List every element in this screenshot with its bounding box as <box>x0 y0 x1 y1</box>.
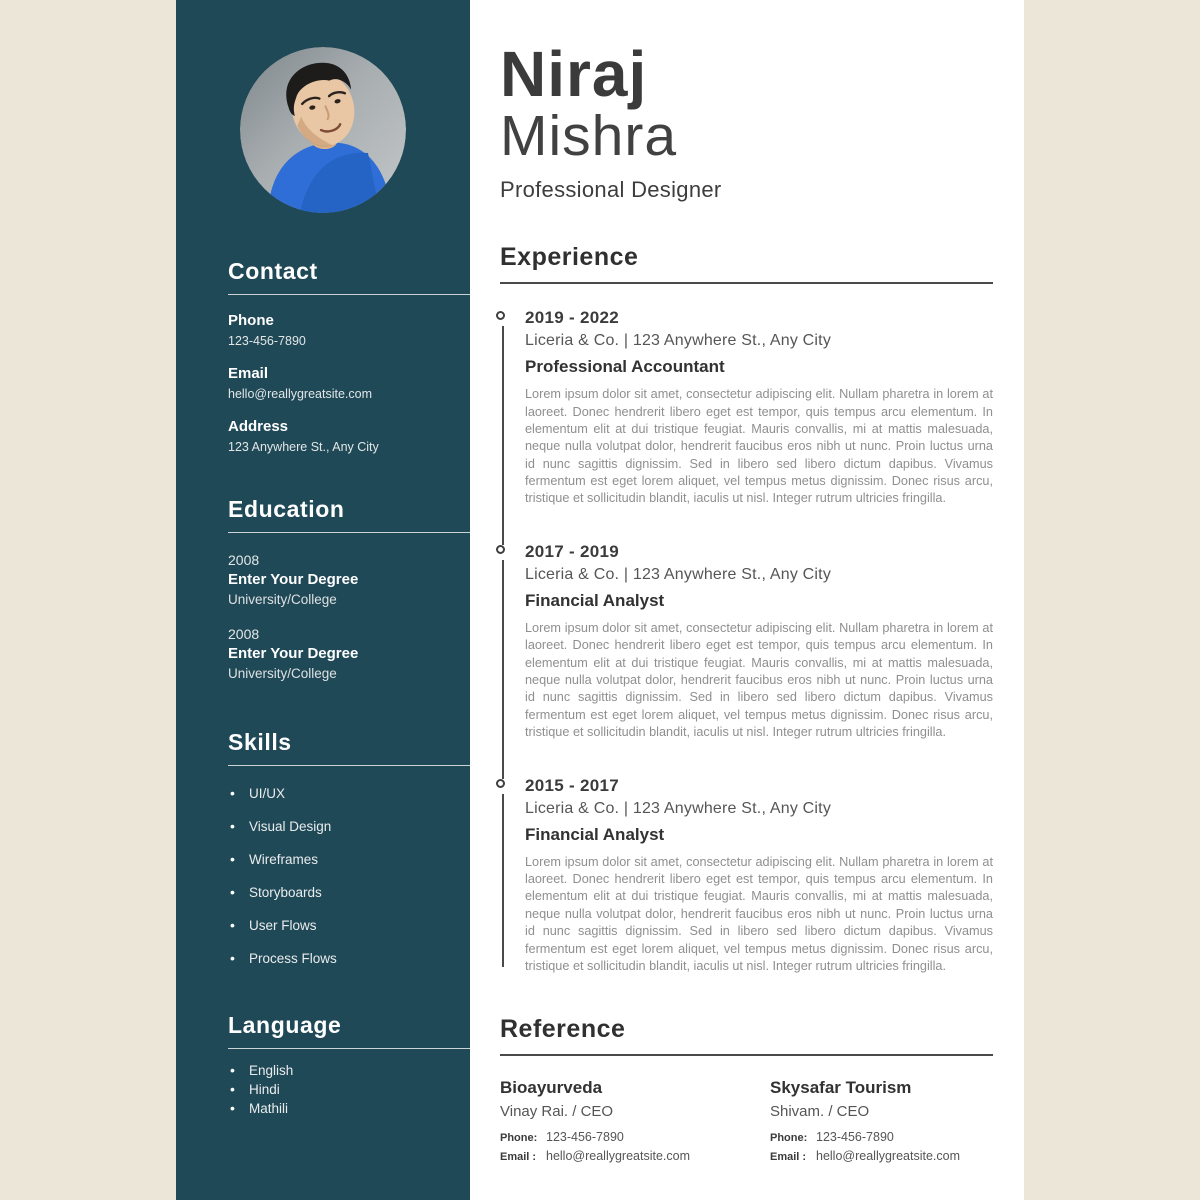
reference-email-label: Email : <box>500 1151 537 1164</box>
email-label: Email <box>228 365 269 382</box>
experience-role: Professional Accountant <box>525 357 725 377</box>
reference-title: Reference <box>500 1015 626 1044</box>
email-value: hello@reallygreatsite.com <box>228 387 373 401</box>
skills-title: Skills <box>228 729 292 755</box>
education-section <box>176 496 470 681</box>
education-divider <box>228 532 470 533</box>
reference-card <box>770 1078 993 1163</box>
language-list <box>228 1063 470 1116</box>
experience-period: 2015 - 2017 <box>525 775 620 795</box>
profile-photo-illustration <box>240 47 406 213</box>
reference-phone-label: Phone: <box>500 1132 538 1145</box>
timeline-line <box>502 326 504 545</box>
last-name: Mishra <box>500 104 678 169</box>
profile-photo <box>240 47 406 213</box>
education-degree: Enter Your Degree <box>228 571 359 588</box>
main-column <box>470 0 1024 1200</box>
reference-email-value: hello@reallygreatsite.com <box>546 1149 691 1164</box>
education-school: University/College <box>228 592 337 607</box>
contact-divider <box>228 294 470 295</box>
experience-entry <box>500 776 993 976</box>
reference-phone-value: 123-456-7890 <box>816 1130 894 1145</box>
timeline-line <box>502 560 504 779</box>
reference-email-row <box>500 1149 770 1163</box>
experience-list <box>500 308 993 975</box>
education-item <box>228 626 470 681</box>
timeline-line <box>502 794 504 968</box>
reference-person: Shivam. / CEO <box>770 1103 870 1121</box>
reference-phone-label: Phone: <box>770 1132 808 1145</box>
skill-item: • UI/UX <box>228 786 470 801</box>
education-school: University/College <box>228 666 337 681</box>
phone-label: Phone <box>228 312 274 329</box>
language-item: • Hindi <box>228 1082 470 1097</box>
timeline-dot-icon <box>496 311 505 320</box>
skills-section <box>176 729 470 966</box>
reference-contact-rows <box>770 1130 993 1163</box>
experience-section <box>500 243 993 975</box>
contact-item-address <box>228 418 470 454</box>
experience-entry <box>500 542 993 742</box>
reference-email-label: Email : <box>770 1151 807 1164</box>
experience-role: Financial Analyst <box>525 590 665 610</box>
reference-card <box>500 1078 770 1163</box>
experience-company: Liceria & Co. | 123 Anywhere St., Any City <box>525 799 832 817</box>
skill-item: • Wireframes <box>228 852 470 867</box>
reference-company: Bioayurveda <box>500 1078 603 1098</box>
job-subtitle: Professional Designer <box>500 177 722 203</box>
reference-email-row <box>770 1149 993 1163</box>
experience-divider <box>500 282 993 284</box>
language-title: Language <box>228 1012 342 1038</box>
education-degree: Enter Your Degree <box>228 645 359 662</box>
language-item: • Mathili <box>228 1101 470 1116</box>
reference-phone-value: 123-456-7890 <box>546 1130 624 1145</box>
experience-description: Lorem ipsum dolor sit amet, consectetur adipiscing elit. Nullam pharetra in lorem at laoreet. Donec hendrerit libero eget est tempor, quis tempus arcu elementum. In elementum elit at dui tristique feugiat. Mauris convallis, mi at mattis malesuada, neque nulla volutpat dolor, hendrerit faucibus eros nibh ut nunc. Proin luctus urna id nunc sagittis dignissim. Sed in libero sed libero dictum dapibus. Vivamus fermentum est eget lorem aliquet, vel tempus metus dignissim. Donec risus arcu, tristique et sollicitudin blandit, iaculis ut nisl. Integer rutrum ultricies fringilla. <box>525 387 993 506</box>
skill-item: • Process Flows <box>228 951 470 966</box>
reference-grid <box>500 1078 993 1163</box>
experience-period: 2017 - 2019 <box>525 541 620 561</box>
timeline-dot-icon <box>496 779 505 788</box>
resume-page <box>176 0 1024 1200</box>
language-item: • English <box>228 1063 470 1078</box>
experience-role: Financial Analyst <box>525 824 665 844</box>
education-title: Education <box>228 496 345 522</box>
reference-email-value: hello@reallygreatsite.com <box>816 1149 961 1164</box>
experience-description: Lorem ipsum dolor sit amet, consectetur adipiscing elit. Nullam pharetra in lorem at laoreet. Donec hendrerit libero eget est tempor, quis tempus arcu elementum. In elementum elit at dui tristique feugiat. Mauris convallis, mi at mattis malesuada, neque nulla volutpat dolor, hendrerit faucibus eros nibh ut nunc. Proin luctus urna id nunc sagittis dignissim. Sed in libero sed libero dictum dapibus. Vivamus fermentum est eget lorem aliquet, vel tempus metus dignissim. Donec risus arcu, tristique et sollicitudin blandit, iaculis ut nisl. Integer rutrum ultricies fringilla. <box>525 620 993 740</box>
timeline-dot-icon <box>496 545 505 554</box>
experience-period: 2019 - 2022 <box>525 308 620 328</box>
contact-title: Contact <box>228 258 318 284</box>
education-item <box>228 552 470 607</box>
contact-section <box>176 258 470 454</box>
experience-company: Liceria & Co. | 123 Anywhere St., Any City <box>525 565 832 583</box>
language-divider <box>228 1048 470 1049</box>
language-section <box>176 1012 470 1116</box>
education-year: 2008 <box>228 626 260 642</box>
experience-description: Lorem ipsum dolor sit amet, consectetur adipiscing elit. Nullam pharetra in lorem at laoreet. Donec hendrerit libero eget est tempor, quis tempus arcu elementum. In elementum elit at dui tristique feugiat. Mauris convallis, mi at mattis malesuada, neque nulla volutpat dolor, hendrerit faucibus eros nibh ut nunc. Proin luctus urna id nunc sagittis dignissim. Sed in libero sed libero dictum dapibus. Vivamus fermentum est eget lorem aliquet, vel tempus metus dignissim. Donec risus arcu, tristique et sollicitudin blandit, iaculis ut nisl. Integer rutrum ultricies fringilla. <box>525 854 993 973</box>
phone-value: 123-456-7890 <box>228 334 306 348</box>
reference-phone-row <box>500 1130 770 1144</box>
experience-title: Experience <box>500 243 639 272</box>
experience-entry <box>500 308 993 508</box>
reference-person: Vinay Rai. / CEO <box>500 1103 614 1121</box>
skill-item: • Visual Design <box>228 819 470 834</box>
reference-company: Skysafar Tourism <box>770 1078 912 1098</box>
skills-divider <box>228 765 470 766</box>
address-label: Address <box>228 418 289 435</box>
resume-header <box>500 38 993 203</box>
skill-item: • User Flows <box>228 918 470 933</box>
sidebar <box>176 0 470 1200</box>
address-value: 123 Anywhere St., Any City <box>228 440 379 454</box>
experience-company: Liceria & Co. | 123 Anywhere St., Any City <box>525 332 832 350</box>
skill-item: • Storyboards <box>228 885 470 900</box>
contact-item-email <box>228 365 470 401</box>
first-name: Niraj <box>500 38 648 110</box>
education-year: 2008 <box>228 552 260 568</box>
skills-list <box>228 786 470 966</box>
reference-contact-rows <box>500 1130 770 1163</box>
reference-section <box>500 1015 993 1163</box>
contact-item-phone <box>228 312 470 348</box>
reference-phone-row <box>770 1130 993 1144</box>
reference-divider <box>500 1054 993 1056</box>
